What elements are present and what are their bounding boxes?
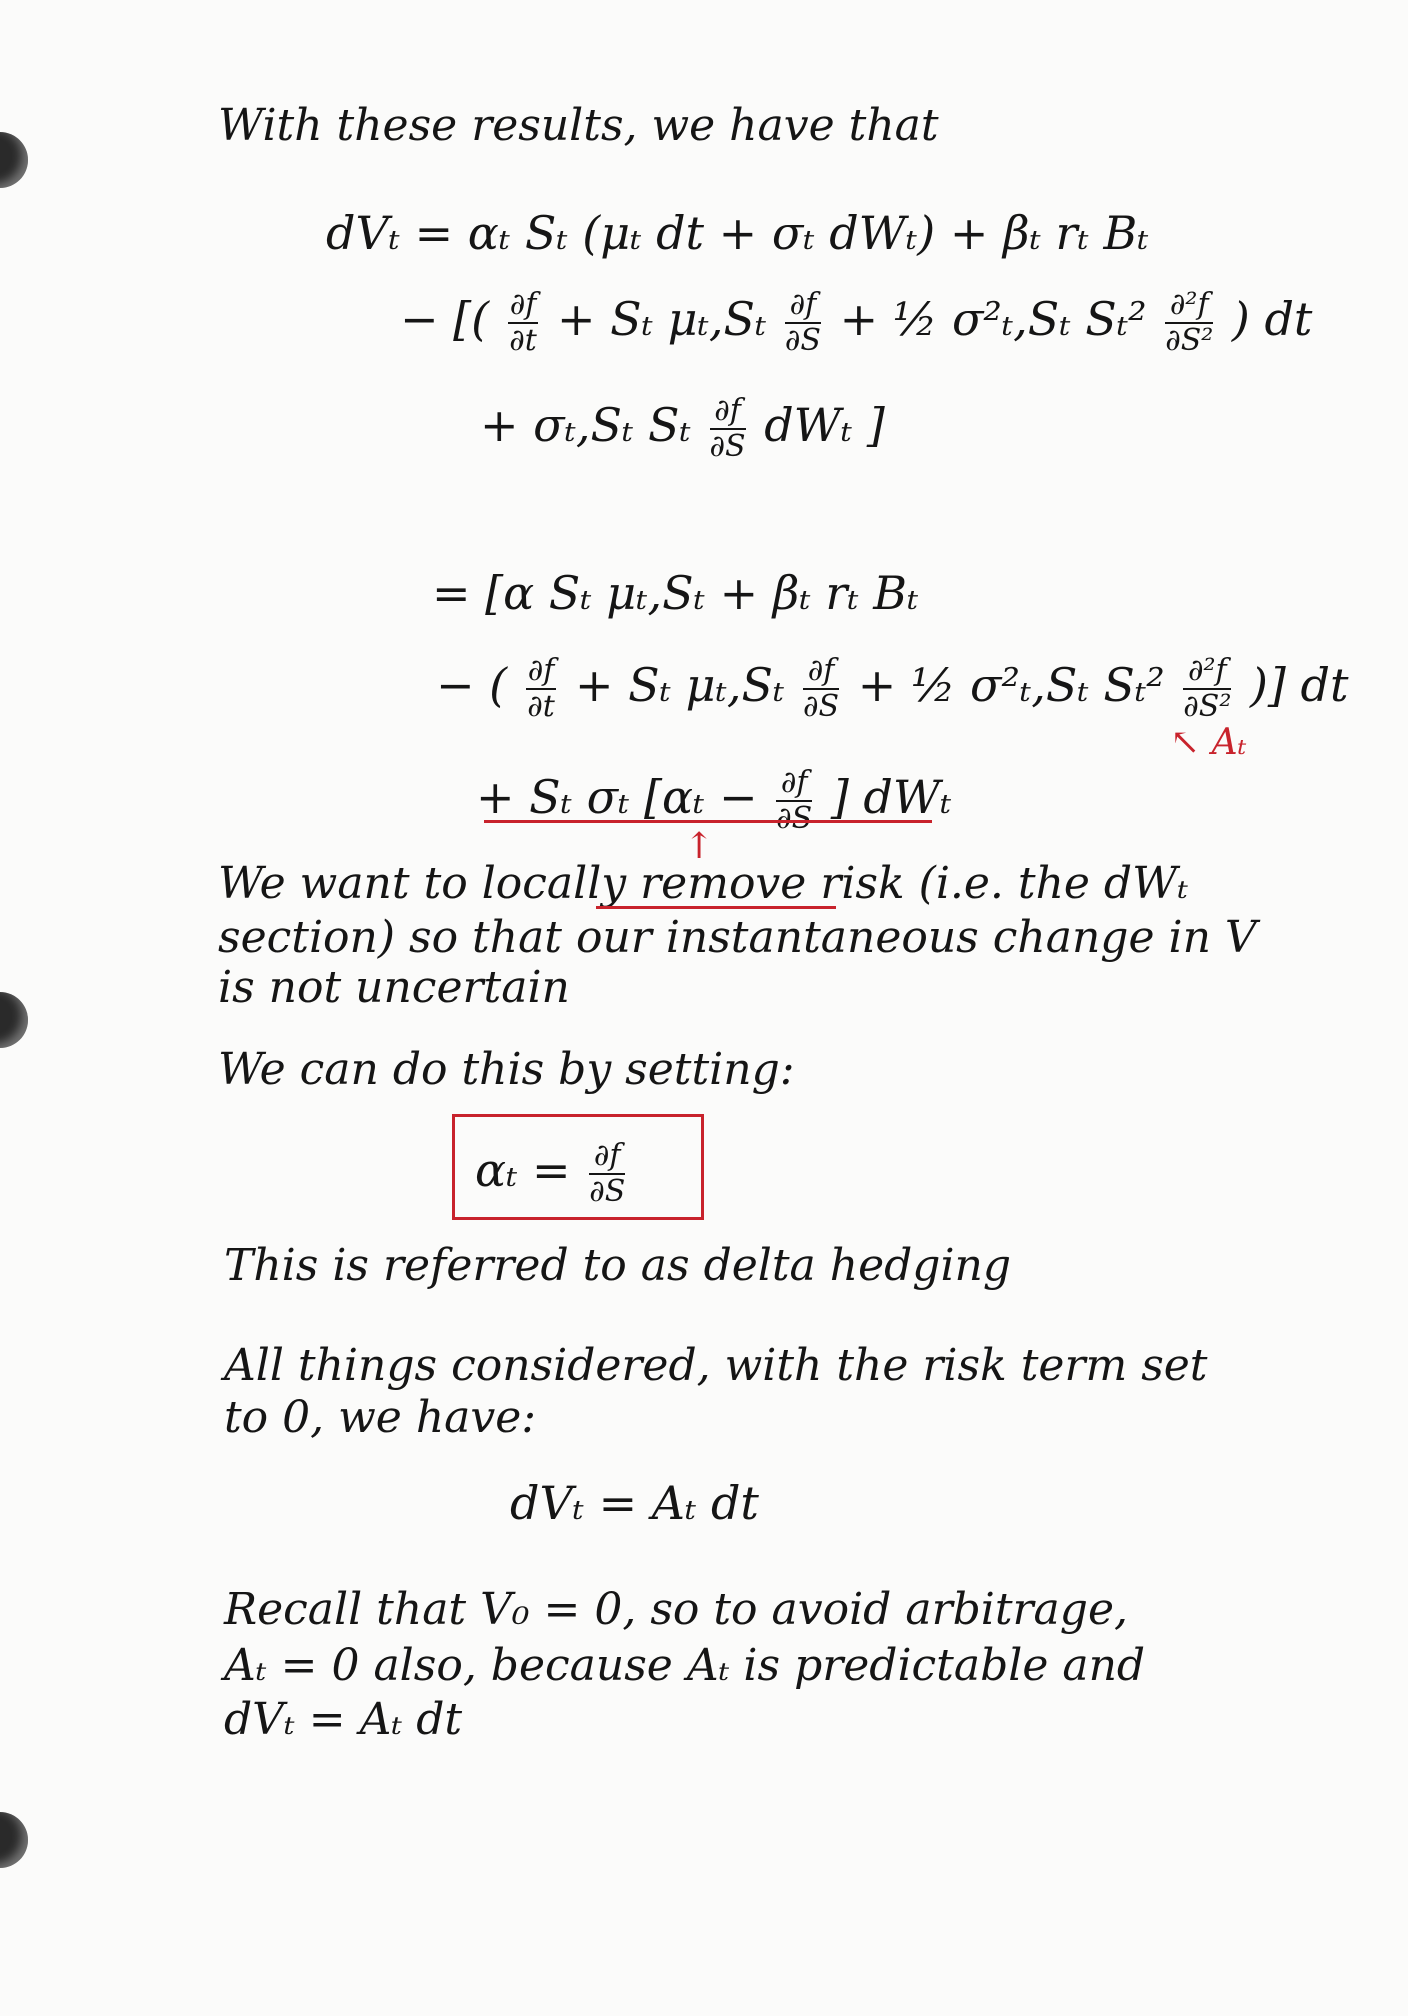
partial-f-partial-s: $\frac{\partial f}{\partial S}$ <box>709 393 746 464</box>
partial-f-partial-s: $\frac{\partial f}{\partial S}$ <box>589 1138 626 1209</box>
para4-line1: All things considered, with the risk term set <box>224 1340 1208 1391</box>
risk-arrow-icon: ↑ <box>684 826 715 867</box>
eq2-line2-mid2: + ½ σ²ₜ,Sₜ Sₜ² <box>857 658 1165 712</box>
eq3: dVₜ = Aₜ dt <box>510 1476 759 1530</box>
partial-f-partial-s: $\frac{\partial f}{\partial S}$ <box>802 653 840 724</box>
eq2-line3-suffix: ] dWₜ <box>830 770 952 824</box>
eq2-line3 <box>476 765 952 836</box>
second-partial-f-s: $\frac{\text{∂²f}}{\text{∂S²}}$ <box>1165 287 1214 358</box>
eq1-line3-suffix: dWₜ ] <box>764 398 885 452</box>
para5-line3: dVₜ = Aₜ dt <box>224 1694 463 1745</box>
eq1-line1: dVₜ = αₜ Sₜ (μₜ dt + σₜ dWₜ) + βₜ rₜ Bₜ <box>326 206 1149 260</box>
delta-hedge-box <box>452 1114 704 1220</box>
remove-risk-underline <box>596 906 836 909</box>
partial-f-partial-s: $\frac{\partial f}{\partial S}$ <box>776 765 813 836</box>
eq1-line2-suffix: ) dt <box>1231 292 1313 346</box>
para5-line1: Recall that V₀ = 0, so to avoid arbitrage, <box>224 1584 1128 1635</box>
para1-line1: We want to locally remove risk (i.e. the dWₜ <box>218 858 1189 909</box>
para1-line3: is not uncertain <box>218 962 570 1013</box>
binder-hole-icon <box>0 992 28 1048</box>
second-partial-f-s: $\frac{\text{∂²f}}{\text{∂S²}}$ <box>1183 653 1232 724</box>
eq2-line2-prefix: − ( <box>436 658 508 712</box>
eq1-line2-prefix: − [( <box>400 292 490 346</box>
para1-line2: section) so that our instantaneous change in V <box>218 912 1257 963</box>
binder-hole-icon <box>0 1812 28 1868</box>
risk-term-underline <box>484 820 932 823</box>
eq1-line3-prefix: + σₜ,Sₜ Sₜ <box>480 398 691 452</box>
para3: This is referred to as delta hedging <box>224 1240 1012 1291</box>
eq2-line2 <box>436 653 1349 724</box>
para4-line2: to 0, we have: <box>224 1392 537 1443</box>
eq2-line1: = [α Sₜ μₜ,Sₜ + βₜ rₜ Bₜ <box>432 566 919 620</box>
eq1-line3 <box>480 393 885 464</box>
eq1-line2 <box>400 287 1313 358</box>
boxed-lhs: αₜ = <box>475 1143 571 1197</box>
eq1-line2-mid: + Sₜ μₜ,Sₜ <box>556 292 767 346</box>
intro-text: With these results, we have that <box>218 100 939 151</box>
para2: We can do this by setting: <box>218 1044 795 1095</box>
eq2-line3-prefix: + Sₜ σₜ [αₜ − <box>476 770 758 824</box>
partial-f-partial-s: $\frac{\partial f}{\partial S}$ <box>784 287 821 358</box>
eq2-line2-mid: + Sₜ μₜ,Sₜ <box>575 658 785 712</box>
boxed-equation <box>475 1138 629 1209</box>
partial-f-partial-t: $\frac{\partial f}{\partial t}$ <box>509 287 537 358</box>
eq1-line2-mid2: + ½ σ²ₜ,Sₜ Sₜ² <box>839 292 1147 346</box>
para5-line2: Aₜ = 0 also, because Aₜ is predictable and <box>224 1640 1146 1691</box>
binder-hole-icon <box>0 132 28 188</box>
eq2-line2-suffix: )] dt <box>1249 658 1349 712</box>
partial-f-partial-t: $\frac{\partial f}{\partial t}$ <box>527 653 555 724</box>
annotation-At: ↖ Aₜ <box>1170 722 1247 763</box>
